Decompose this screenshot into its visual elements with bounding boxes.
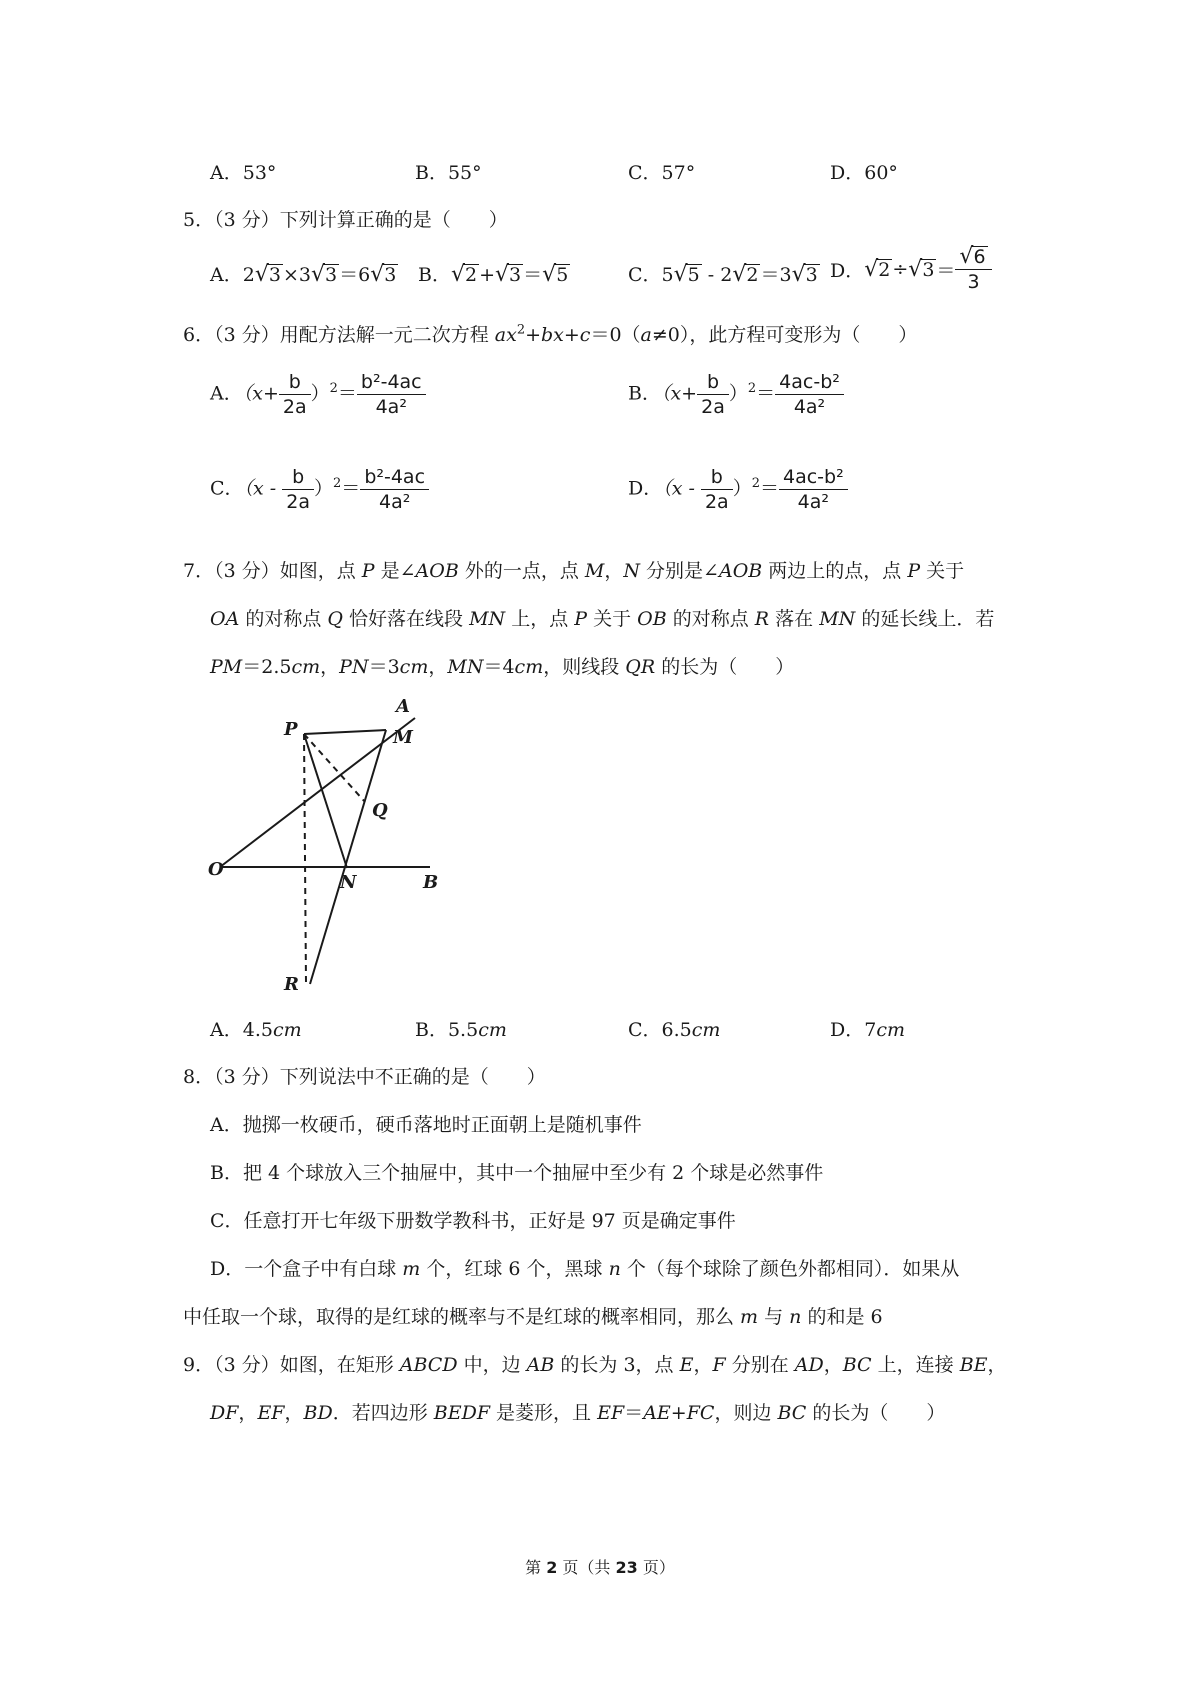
label-n: N (340, 872, 357, 893)
dashed-pq (304, 734, 365, 802)
q4-option-d: D．60° (830, 162, 898, 184)
q9-line-1: 9．（3 分）如图，在矩形 ABCD 中，边 AB 的长为 3，点 E，F 分别在 AD，BC 上，连接 BE， (183, 1354, 1007, 1376)
q7-line-1: 7．（3 分）如图，点 P 是∠AOB 外的一点，点 M，N 分别是∠AOB 两边上的点，点 P 关于 (183, 560, 965, 582)
q5-option-c: C．5√5 - 2√2 ＝3√3 (628, 262, 818, 287)
label-r: R (284, 974, 299, 995)
q4-option-a: A．53° (210, 162, 277, 184)
q7-option-d: D．7cm (830, 1019, 905, 1041)
q6-stem: 6．（3 分）用配方法解一元二次方程 $ax^2+bx+c=0(a\ne 0)$，此方程可变形为（ ） (183, 322, 918, 346)
q7-option-c: C．6.5cm (628, 1019, 721, 1041)
label-o: O (208, 859, 224, 880)
q6-option-a: A．（x+ $\frac{b}{2a}$ ）$^2$＝ $\frac{\text{b²-4ac}}{\text{4a²}}$ (210, 370, 426, 419)
q5-option-d: D．√2 ÷√3 ＝ $\frac{√6}{3}$ (830, 245, 992, 294)
q5-stem: 5．（3 分）下列计算正确的是（ ） (183, 209, 508, 231)
dashed-pr (304, 734, 306, 984)
q8-option-b: B．把 4 个球放入三个抽屉中，其中一个抽屉中至少有 2 个球是必然事件 (210, 1162, 824, 1184)
q5-option-a: A．2√3 ×3√3 ＝6√3 (210, 262, 397, 287)
q7-option-a: A．4.5cm (210, 1019, 302, 1041)
q6-option-c: C．（x - $\frac{b}{2a}$ ）$^2$＝ $\frac{\text{b²-4ac}}{\text{4a²}}$ (210, 465, 429, 514)
q7-figure (200, 690, 460, 1000)
q4-option-c: C．57° (628, 162, 696, 184)
q6-option-d: D．（x - $\frac{b}{2a}$ ）$^2$＝ $\frac{\text{4ac-b²}}{\text{4a²}}$ (628, 465, 848, 514)
q8-stem: 8．（3 分）下列说法中不正确的是（ ） (183, 1066, 546, 1088)
radical: √3 (254, 262, 281, 287)
q7-line-3: PM＝2.5cm，PN＝3cm，MN＝4cm，则线段 QR 的长为（ ） (210, 656, 795, 678)
q4-option-b: B．55° (415, 162, 482, 184)
q8-option-d-line-1: D．一个盒子中有白球 m 个，红球 6 个，黑球 n 个（每个球除了颜色外都相同）．如果从 (210, 1258, 960, 1280)
q8-option-a: A．抛掷一枚硬币，硬币落地时正面朝上是随机事件 (210, 1114, 642, 1136)
q8-option-d-line-2: 中任取一个球，取得的是红球的概率与不是红球的概率相同，那么 m 与 n 的和是 6 (183, 1306, 883, 1328)
ray-oa (220, 718, 415, 867)
label-p: P (284, 719, 298, 740)
fraction: $\frac{√6}{3}$ (955, 245, 991, 294)
label-q: Q (372, 800, 388, 821)
label-b: B (423, 872, 439, 893)
q9-line-2: DF，EF，BD．若四边形 BEDF 是菱形，且 EF＝AE+FC，则边 BC 的长为（ ） (210, 1402, 946, 1424)
q8-option-c: C．任意打开七年级下册数学教科书，正好是 97 页是确定事件 (210, 1210, 736, 1232)
q5-option-b: B．√2 +√3 ＝√5 (418, 262, 569, 287)
label-m: M (393, 727, 413, 748)
page-footer: 第 2 页（共 23 页） (525, 1558, 675, 1577)
label-a: A (396, 696, 410, 717)
q6-option-b: B．（x+ $\frac{b}{2a}$ ）$^2$＝ $\frac{\text{4ac-b²}}{\text{4a²}}$ (628, 370, 844, 419)
q7-option-b: B．5.5cm (415, 1019, 507, 1041)
q7-line-2: OA 的对称点 Q 恰好落在线段 MN 上，点 P 关于 OB 的对称点 R 落在 MN 的延长线上．若 (210, 608, 995, 630)
segment-pn (304, 734, 347, 868)
segment-pm (304, 730, 386, 734)
